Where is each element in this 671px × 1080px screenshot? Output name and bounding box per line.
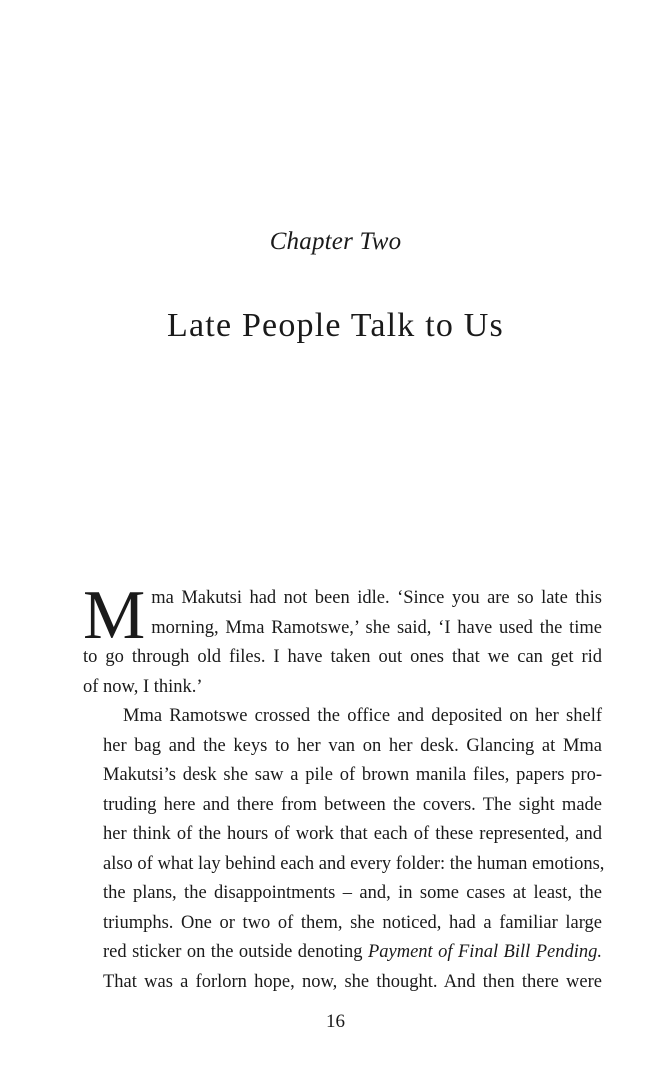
text-line: truding here and there from between the covers. The sight made — [103, 794, 602, 815]
text-line: Mma Ramotswe crossed the office and deposited on her shelf — [123, 706, 602, 726]
page-number: 16 — [326, 1011, 345, 1032]
chapter-title: Late People Talk to Us — [167, 307, 504, 344]
drop-cap-lines — [151, 584, 602, 643]
text-line: That was a forlorn hope, now, she thought. And then there were — [103, 971, 602, 992]
text-line: her think of the hours of work that each of these represented, and — [103, 824, 602, 844]
text-line: also of what lay behind each and every folder: the human emotions, — [103, 853, 605, 874]
drop-cap: M — [83, 577, 146, 654]
paragraph-1 — [83, 577, 602, 702]
text-line: her bag and the keys to her van on her desk. Glancing at Mma — [103, 735, 602, 756]
italic-phrase: Payment of Final Bill Pending. — [367, 942, 602, 962]
body-text — [83, 577, 605, 997]
text-line — [83, 938, 602, 968]
text-line: morning, Mma Ramotswe,’ she said, ‘I have used the time — [151, 617, 602, 638]
text-line: ma Makutsi had not been idle. ‘Since you are so late this — [151, 588, 602, 608]
text-line: Makutsi’s desk she saw a pile of brown manila files, papers pro- — [103, 765, 602, 785]
text-line: of now, I think.’ — [83, 676, 203, 697]
text-span: red sticker on the outside denoting — [103, 942, 368, 962]
paragraph-2 — [83, 702, 605, 997]
chapter-number: Chapter Two — [269, 228, 402, 255]
text-line: triumphs. One or two of them, she noticed, had a familiar large — [103, 912, 602, 933]
text-line: to go through old files. I have taken out ones that we can get rid — [83, 647, 602, 667]
text-line: the plans, the disappointments – and, in some cases at least, the — [103, 883, 602, 903]
